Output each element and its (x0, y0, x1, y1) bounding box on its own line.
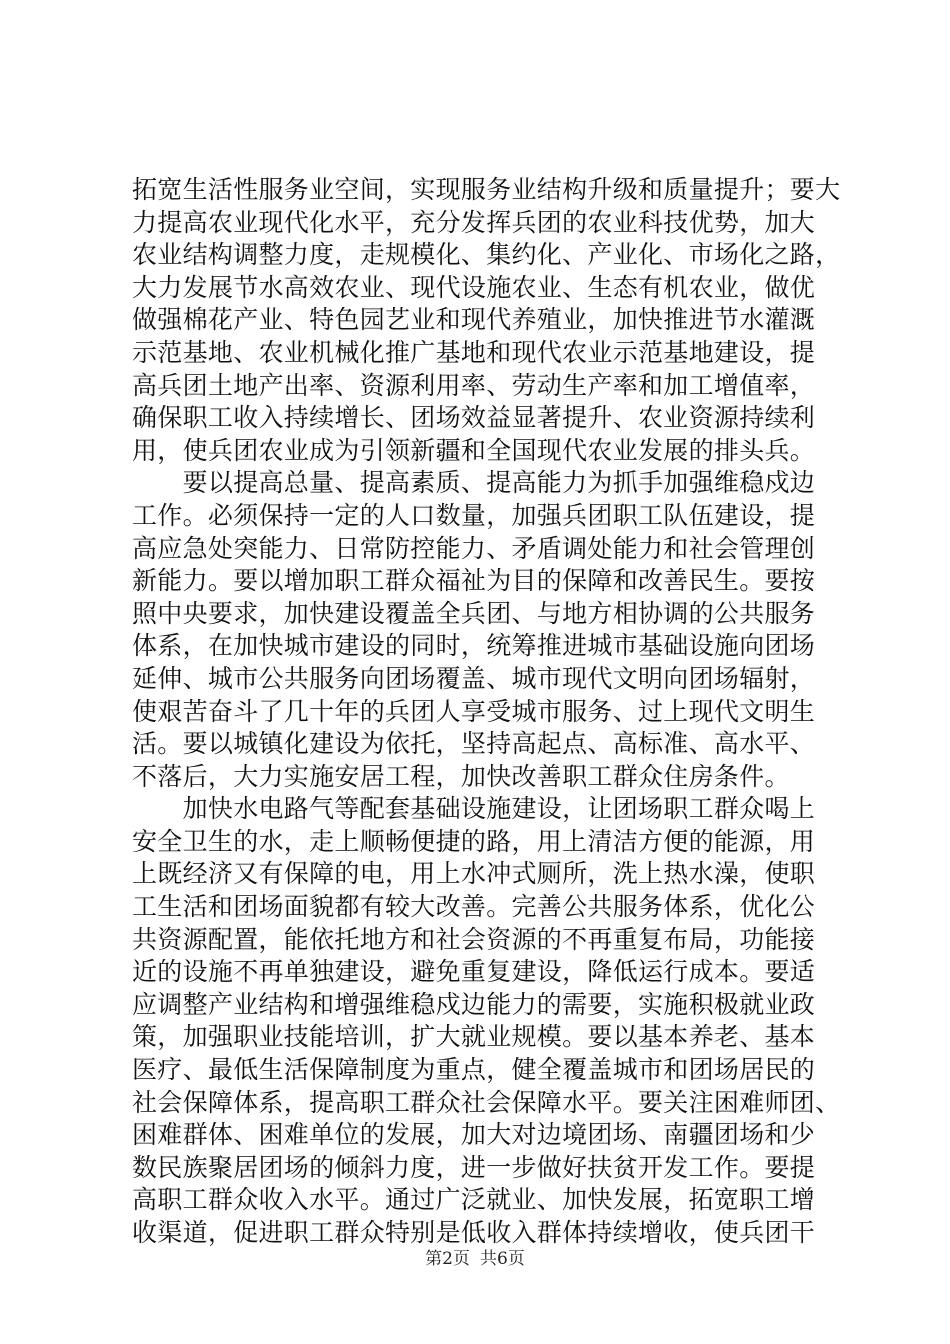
text-line: 示范基地、农业机械化推广基地和现代农业示范基地建设，提 (132, 337, 816, 367)
page-footer (0, 1244, 950, 1269)
text-line: 力提高农业现代化水平，充分发挥兵团的农业科技优势，加大 (132, 207, 816, 237)
text-line: 拓宽生活性服务业空间，实现服务业结构升级和质量提升；要大 (132, 175, 841, 204)
text-line: 收渠道，促进职工群众特别是低收入群体持续增收，使兵团干 (132, 1218, 816, 1247)
text-line: 高应急处突能力、日常防控能力、矛盾调处能力和社会管理创 (132, 533, 816, 563)
text-line: 新能力。要以增加职工群众福祉为目的保障和改善民生。要按 (132, 566, 816, 596)
text-line: 共资源配置，能依托地方和社会资源的不再重复布局，功能接 (132, 924, 816, 954)
text-line: 策，加强职业技能培训，扩大就业规模。要以基本养老、基本 (132, 1022, 816, 1052)
text-line: 要以提高总量、提高素质、提高能力为抓手加强维稳戍边 (132, 468, 816, 498)
text-line: 困难群体、困难单位的发展，加大对边境团场、南疆团场和少 (132, 1120, 816, 1150)
text-line: 安全卫生的水，走上顺畅便捷的路，用上清洁方便的能源，用 (132, 826, 816, 856)
text-line: 高兵团土地产出率、资源利用率、劳动生产率和加工增值率， (132, 370, 816, 400)
text-line: 工作。必须保持一定的人口数量，加强兵团职工队伍建设，提 (132, 500, 816, 530)
text-line: 体系，在加快城市建设的同时，统筹推进城市基础设施向团场 (132, 631, 816, 661)
text-line: 活。要以城镇化建设为依托，坚持高起点、高标准、高水平、 (132, 729, 816, 759)
text-line: 照中央要求，加快建设覆盖全兵团、与地方相协调的公共服务 (132, 598, 816, 628)
page-number: 第2页 (425, 1249, 470, 1269)
text-line: 上既经济又有保障的电，用上水冲式厕所，洗上热水澡，使职 (132, 859, 816, 889)
text-line: 数民族聚居团场的倾斜力度，进一步做好扶贫开发工作。要提 (132, 1152, 816, 1182)
text-line: 确保职工收入持续增长、团场效益显著提升、农业资源持续利 (132, 403, 816, 433)
text-line: 工生活和团场面貌都有较大改善。完善公共服务体系，优化公 (132, 892, 816, 922)
text-line: 不落后，大力实施安居工程，加快改善职工群众住房条件。 (132, 761, 790, 791)
document-body (132, 174, 841, 1250)
text-line: 使艰苦奋斗了几十年的兵团人享受城市服务、过上现代文明生 (132, 696, 816, 726)
text-line: 高职工群众收入水平。通过广泛就业、加快发展，拓宽职工增 (132, 1185, 816, 1215)
text-line: 农业结构调整力度，走规模化、集约化、产业化、市场化之路， (132, 240, 841, 270)
text-line: 做强棉花产业、特色园艺业和现代养殖业，加快推进节水灌溉 (132, 305, 816, 335)
text-line: 近的设施不再单独建设，避免重复建设，降低运行成本。要适 (132, 957, 816, 987)
text-line: 医疗、最低生活保障制度为重点，健全覆盖城市和团场居民的 (132, 1055, 816, 1085)
text-line: 延伸、城市公共服务向团场覆盖、城市现代文明向团场辐射， (132, 663, 816, 693)
text-line: 用，使兵团农业成为引领新疆和全国现代农业发展的排头兵。 (132, 435, 816, 465)
text-line: 加快水电路气等配套基础设施建设，让团场职工群众喝上 (132, 794, 816, 824)
text-line: 社会保障体系，提高职工群众社会保障水平。要关注困难师团、 (132, 1087, 841, 1117)
text-line: 应调整产业结构和增强维稳戍边能力的需要，实施积极就业政 (132, 989, 816, 1019)
text-line: 大力发展节水高效农业、现代设施农业、生态有机农业，做优 (132, 272, 816, 302)
page-total: 共6页 (480, 1249, 525, 1269)
